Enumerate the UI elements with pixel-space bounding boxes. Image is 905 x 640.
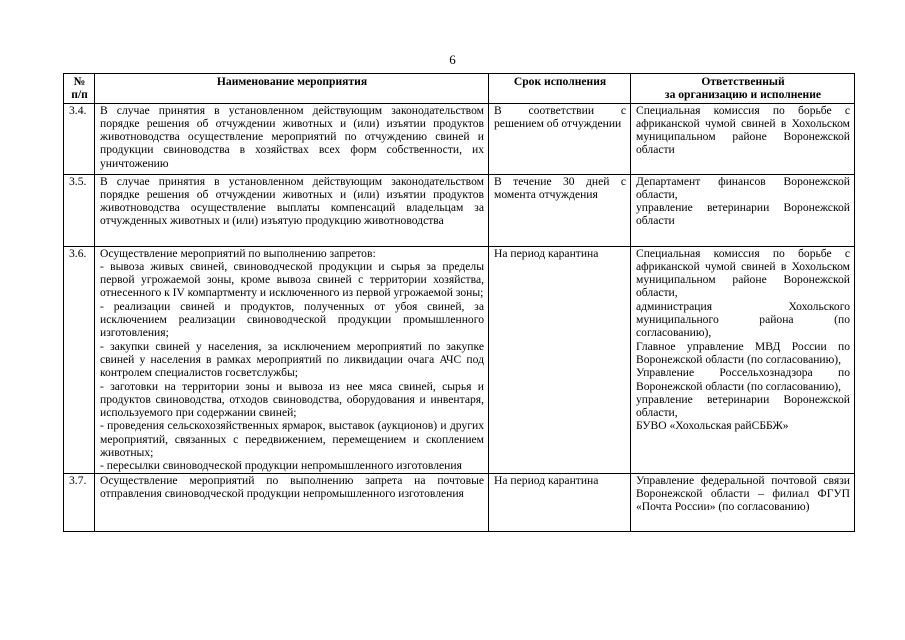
measure-text: - закупки свиней у населения, за исключением мероприятий по закупке свиней у населения в рамках мероприятий по ликвидации очага АЧС под контролем специалистов госветслужбы; bbox=[100, 339, 484, 380]
measure-text: Осуществление мероприятий по выполнению запрета на почтовые отправления свиноводческой продукции непромышленного изготовления bbox=[100, 473, 484, 500]
measure-text: - проведения сельскохозяйственных ярмарок, выставок (аукционов) и других мероприятий, связанных с передвижением, перемещением и скоплением животных; bbox=[100, 419, 484, 460]
responsible bbox=[631, 473, 855, 531]
header-term bbox=[489, 74, 631, 104]
header-responsible bbox=[631, 74, 855, 104]
measure-text: В случае принятия в установленном действующим законодательством порядке решения об отчуждении животных и (или) изъятии продуктов животноводства осуществление выплаты компенсаций владельцам за отчужденных животных и (или) изъятую продукцию животноводства bbox=[100, 174, 484, 228]
header-name-line: Наименование мероприятия bbox=[216, 75, 368, 88]
responsible bbox=[631, 246, 855, 473]
header-responsible-line: Ответственный bbox=[701, 75, 785, 88]
table-row bbox=[64, 103, 855, 174]
measure-name bbox=[95, 246, 489, 473]
table-row bbox=[64, 473, 855, 531]
measure-text: В случае принятия в установленном действующим законодательством порядке решения об отчуждении животных и (или) изъятии продуктов животноводства осуществление мероприятий по отчуждению свиней и продукции свиноводства в хозяйствах всех форм собственности, их уничтожению bbox=[100, 103, 484, 170]
measure-name bbox=[95, 174, 489, 246]
row-number: 3.4. bbox=[64, 103, 95, 174]
row-number: 3.6. bbox=[64, 246, 95, 473]
header-num-line: п/п bbox=[71, 88, 88, 102]
deadline: На период карантина bbox=[489, 246, 631, 473]
measure-text: - реализации свиней и продуктов, полученных от убоя свиней, за исключением реализации свиноводческой продукции промышленного изготовления; bbox=[100, 299, 484, 340]
measure-text: - вывоза живых свиней, свиноводческой продукции и сырья за пределы первой угрожаемой зоны, кроме вывоза свиней с территории хозяйства, отнесенного к IV компартменту и исключенного из первой угрожаемой зоны; bbox=[100, 259, 484, 300]
page-number: 6 bbox=[449, 52, 456, 67]
row-number: 3.5. bbox=[64, 174, 95, 246]
responsible-entry: управление ветеринарии Воронежской области, bbox=[636, 392, 850, 420]
responsible-entry: Специальная комиссия по борьбе с африканской чумой свиней в Хохольском муниципальном районе Воронежской области, bbox=[636, 246, 850, 300]
header-num-line: № bbox=[73, 75, 86, 88]
measure-name bbox=[95, 103, 489, 174]
header-num bbox=[64, 74, 95, 104]
responsible-entry: Специальная комиссия по борьбе с африканской чумой свиней в Хохольском муниципальном районе Воронежской области bbox=[636, 103, 850, 157]
measures-table bbox=[63, 73, 855, 532]
responsible bbox=[631, 103, 855, 174]
responsible-entry: БУВО «Хохольская райСББЖ» bbox=[636, 419, 789, 433]
header-term-line: Срок исполнения bbox=[513, 75, 607, 88]
deadline: В соответствии с решением об отчуждении bbox=[489, 103, 631, 174]
responsible-entry: Главное управление МВД России по Воронежской области (по согласованию), bbox=[636, 339, 850, 366]
table-header-row bbox=[64, 74, 855, 104]
row-number: 3.7. bbox=[64, 473, 95, 531]
responsible-entry: Управление федеральной почтовой связи Воронежской области – филиал ФГУП «Почта России» (по согласованию) bbox=[636, 473, 850, 514]
table-row bbox=[64, 174, 855, 246]
deadline: На период карантина bbox=[489, 473, 631, 531]
measure-text: - пересылки свиноводческой продукции непромышленного изготовления bbox=[100, 459, 462, 473]
responsible-entry: администрация Хохольского муниципального района (по согласованию), bbox=[636, 299, 850, 340]
measure-name bbox=[95, 473, 489, 531]
header-name bbox=[95, 74, 489, 104]
responsible bbox=[631, 174, 855, 246]
responsible-entry: Департамент финансов Воронежской области, bbox=[636, 174, 850, 201]
header-responsible-line: за организацию и исполнение bbox=[664, 88, 822, 102]
responsible-entry: управление ветеринарии Воронежской области bbox=[636, 201, 850, 228]
responsible-entry: Управление Россельхознадзора по Воронежской области (по согласованию), bbox=[636, 366, 850, 393]
table-row bbox=[64, 246, 855, 473]
measure-text: - заготовки на территории зоны и вывоза из нее мяса свиней, сырья и продуктов свиноводства, отходов свиноводства, оборудования и инвентаря, используемого при содержании свиней; bbox=[100, 379, 484, 420]
deadline: В течение 30 дней с момента отчуждения bbox=[489, 174, 631, 246]
measure-text: Осуществление мероприятий по выполнению запретов: bbox=[100, 246, 376, 260]
